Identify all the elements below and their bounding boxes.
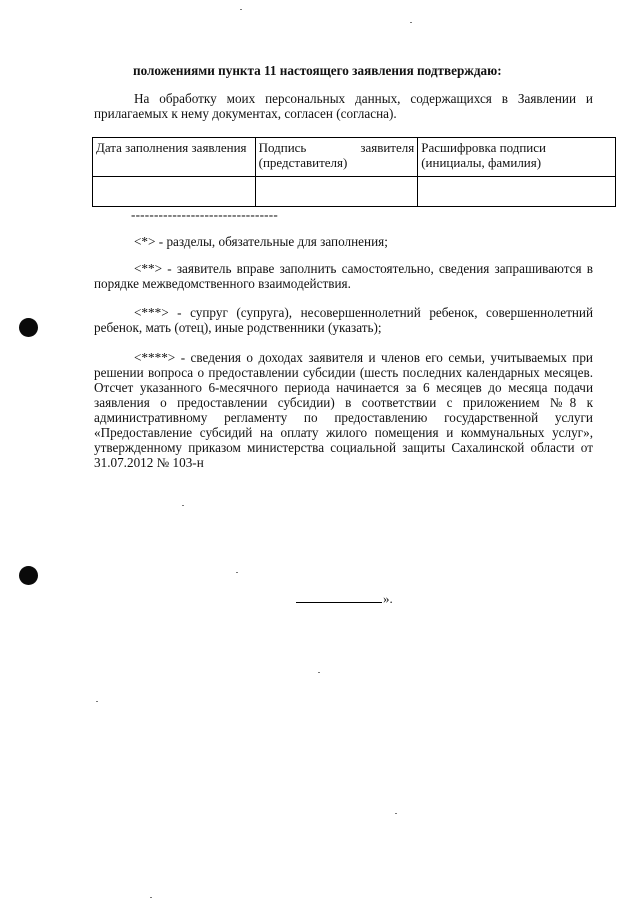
footnote-4: <****> - сведения о доходах заявителя и членов его семьи, учитываемых при решении вопроса о предоставлении субсидии (шесть последних календарных месяцев. Отсчет указанного 6-месячного периода начинается за 6 месяцев до месяца подачи заявления о предоставлении субсидии) в соответствии с приложением №8 к административному регламенту по предоставлению государственной услуги «Предоставление субсидий на оплату жилого помещения и коммунальных услуг», утвержденному приказом министерства социальной защиты Сахалинской области от 31.07.2012 № 103-н [94,350,593,470]
consent-paragraph: На обработку моих персональных данных, содержащихся в Заявлении и прилагаемых к нему документах, согласен (согласна). [94,91,593,121]
heading: положениями пункта 11 настоящего заявления подтверждаю: [133,63,502,78]
footnote-3: <***> - супруг (супруга), несовершеннолетний ребенок, совершеннолетний ребенок, мать (отец), иные родственники (указать); [94,305,593,335]
footnote-2: <**> - заявитель вправе заполнить самостоятельно, сведения запрашиваются в порядке межведомственного взаимодействия. [94,261,593,291]
signature-table [92,137,616,207]
cell-date-value[interactable] [93,177,256,207]
closing-quote: ». [383,591,393,606]
scan-speck [395,813,397,814]
header-cell-date: Дата заполнения заявления [93,138,256,177]
header-cell-signature: Подпись заявителя (представителя) [255,138,418,177]
blank-underline [296,590,382,603]
scan-speck [318,672,320,673]
table-header-row [93,138,616,177]
scan-speck [96,701,98,702]
separator-line: -------------------------------- [131,207,278,222]
cell-signature-value[interactable] [255,177,418,207]
punch-hole [19,566,38,585]
scan-speck [182,505,184,506]
cell-name-value[interactable] [418,177,616,207]
scan-speck [240,9,242,10]
footnote-1: <*> - разделы, обязательные для заполнения; [134,234,388,249]
table-row [93,177,616,207]
scan-speck [236,572,238,573]
scan-speck [150,897,152,898]
scan-speck [410,22,412,23]
punch-hole [19,318,38,337]
header-cell-name: Расшифровка подписи (инициалы, фамилия) [418,138,616,177]
